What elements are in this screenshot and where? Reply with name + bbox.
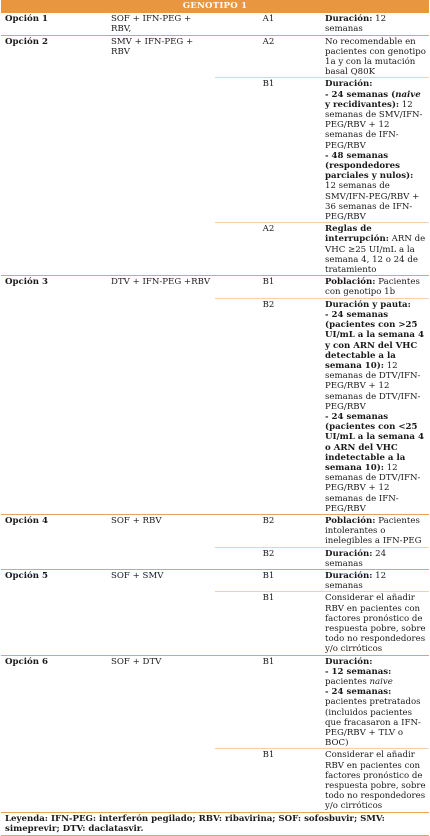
rec-text: 12 semanas de DTV/IFN-PEG/RBV + 12 semanas de DTV/IFN-PEG/RBV [325, 360, 421, 412]
rec-text: 12 semanas [325, 570, 387, 592]
regimen: SMV + IFN-PEG + RBV [108, 35, 215, 276]
recommendation [322, 276, 429, 298]
recommendation [322, 13, 429, 35]
rec-italic: naive [369, 677, 393, 687]
table-row [1, 514, 429, 547]
rec-text: 12 semanas de SMV/IFN-PEG/RBV + 12 semanas de IFN-PEG/RBV [325, 99, 423, 151]
regimen: SOF + DTV [108, 655, 215, 812]
recommendation [322, 514, 429, 547]
option-name: Opción 6 [1, 655, 108, 812]
rec-text: 12 semanas de SMV/IFN-PEG/RBV + 36 semanas de IFN-PEG/RBV [325, 181, 420, 223]
table-legend: Leyenda: IFN-PEG: interferón pegilado; RBV: ribavirina; SOF: sofosbuvir; SMV: simeprevir; DTV: daclatasvir. [1, 812, 429, 835]
table-row [1, 655, 429, 749]
rec-line [325, 90, 426, 151]
table-row [1, 276, 429, 298]
evidence-code: B2 [215, 547, 322, 569]
recommendation [322, 298, 429, 514]
rec-bold: - 24 semanas: [325, 687, 392, 698]
rec-bold: - 48 semanas (respondedores parciales y nulos): [325, 150, 414, 182]
evidence-code: B1 [215, 749, 322, 812]
evidence-code: B2 [215, 298, 322, 514]
rec-label: Reglas de interrupción: [325, 224, 389, 245]
evidence-code: A2 [215, 223, 322, 276]
evidence-code: B1 [215, 78, 322, 223]
evidence-code: A1 [215, 13, 322, 35]
rec-label: Duración: [325, 548, 373, 559]
rec-text: Pacientes con genotipo 1b [325, 277, 420, 298]
recommendation [322, 547, 429, 569]
evidence-code: A2 [215, 35, 322, 78]
rec-line [325, 151, 426, 222]
regimen: SOF + IFN-PEG + RBV, [108, 13, 215, 35]
recommendation [322, 223, 429, 276]
rec-line [325, 687, 426, 748]
regimen: DTV + IFN-PEG +RBV [108, 276, 215, 515]
genotype-table [1, 0, 429, 836]
rec-italic: naive [395, 89, 421, 100]
table-header-row [1, 0, 429, 13]
table-row [1, 569, 429, 591]
table-row [1, 35, 429, 78]
genotype-table-container [1, 0, 429, 836]
rec-text: pacientes [325, 677, 370, 687]
rec-label: Duración: [325, 14, 373, 25]
recommendation: Considerar el añadir RBV en pacientes con factores pronóstico de respuesta pobre, sobre todo no respondedores y/o cirróticos [322, 749, 429, 812]
option-name: Opción 3 [1, 276, 108, 515]
option-name: Opción 1 [1, 13, 108, 35]
rec-label: Población: [325, 277, 376, 288]
rec-bold: - 12 semanas: [325, 666, 392, 677]
evidence-code: B1 [215, 276, 322, 298]
rec-label: Duración y pauta: [325, 299, 411, 310]
evidence-code: B2 [215, 514, 322, 547]
recommendation: Considerar el añadir RBV en pacientes con factores pronóstico de respuesta pobre, sobre todo no respondedores y/o cirróticos [322, 592, 429, 655]
option-name: Opción 2 [1, 35, 108, 276]
rec-line [325, 310, 426, 412]
recommendation [322, 569, 429, 591]
rec-label: Población: [325, 515, 376, 526]
regimen: SOF + RBV [108, 514, 215, 569]
recommendation [322, 78, 429, 223]
rec-line [325, 412, 426, 514]
rec-text: ARN de VHC ≥25 UI/mL a la semana 4, 12 o 24 de tratamiento [325, 234, 426, 276]
evidence-code: B1 [215, 655, 322, 749]
rec-bold: - 24 semanas (pacientes con <25 UI/mL a la semana 4 o ARN del VHC indetectable a la semana 10): [325, 411, 424, 473]
regimen: SOF + SMV [108, 569, 215, 655]
rec-text: 24 semanas [325, 548, 387, 569]
rec-text: pacientes pretratados (incluidos pacientes que fracasaron a IFN-PEG/RBV + TLV o BOC) [325, 697, 421, 749]
rec-text: 12 semanas de DTV/IFN-PEG/RBV + 12 semanas de IFN-PEG/RBV [325, 462, 421, 514]
rec-bold: y recidivantes): [325, 99, 400, 110]
rec-bold: - 24 semanas (pacientes con >25 UI/mL a la semana 4 y con ARN del VHC detectable a la semana 10): [325, 309, 424, 371]
evidence-code: B1 [215, 592, 322, 655]
rec-label: Duración: [325, 79, 373, 90]
rec-text: Pacientes intolerantes o inelegibles a IFN-PEG [325, 515, 422, 547]
table-row [1, 13, 429, 35]
legend-row [1, 812, 429, 835]
evidence-code: B1 [215, 569, 322, 591]
rec-label: Duración: [325, 570, 373, 581]
option-name: Opción 4 [1, 514, 108, 569]
rec-label: Duración: [325, 656, 373, 667]
table-title: GENOTIPO 1 [1, 0, 429, 13]
rec-bold: - 24 semanas ( [325, 89, 396, 100]
rec-text: 12 semanas [325, 14, 387, 35]
option-name: Opción 5 [1, 569, 108, 655]
rec-line [325, 667, 426, 687]
recommendation: No recomendable en pacientes con genotipo 1a y con la mutación basal Q80K [322, 35, 429, 78]
recommendation [322, 655, 429, 749]
